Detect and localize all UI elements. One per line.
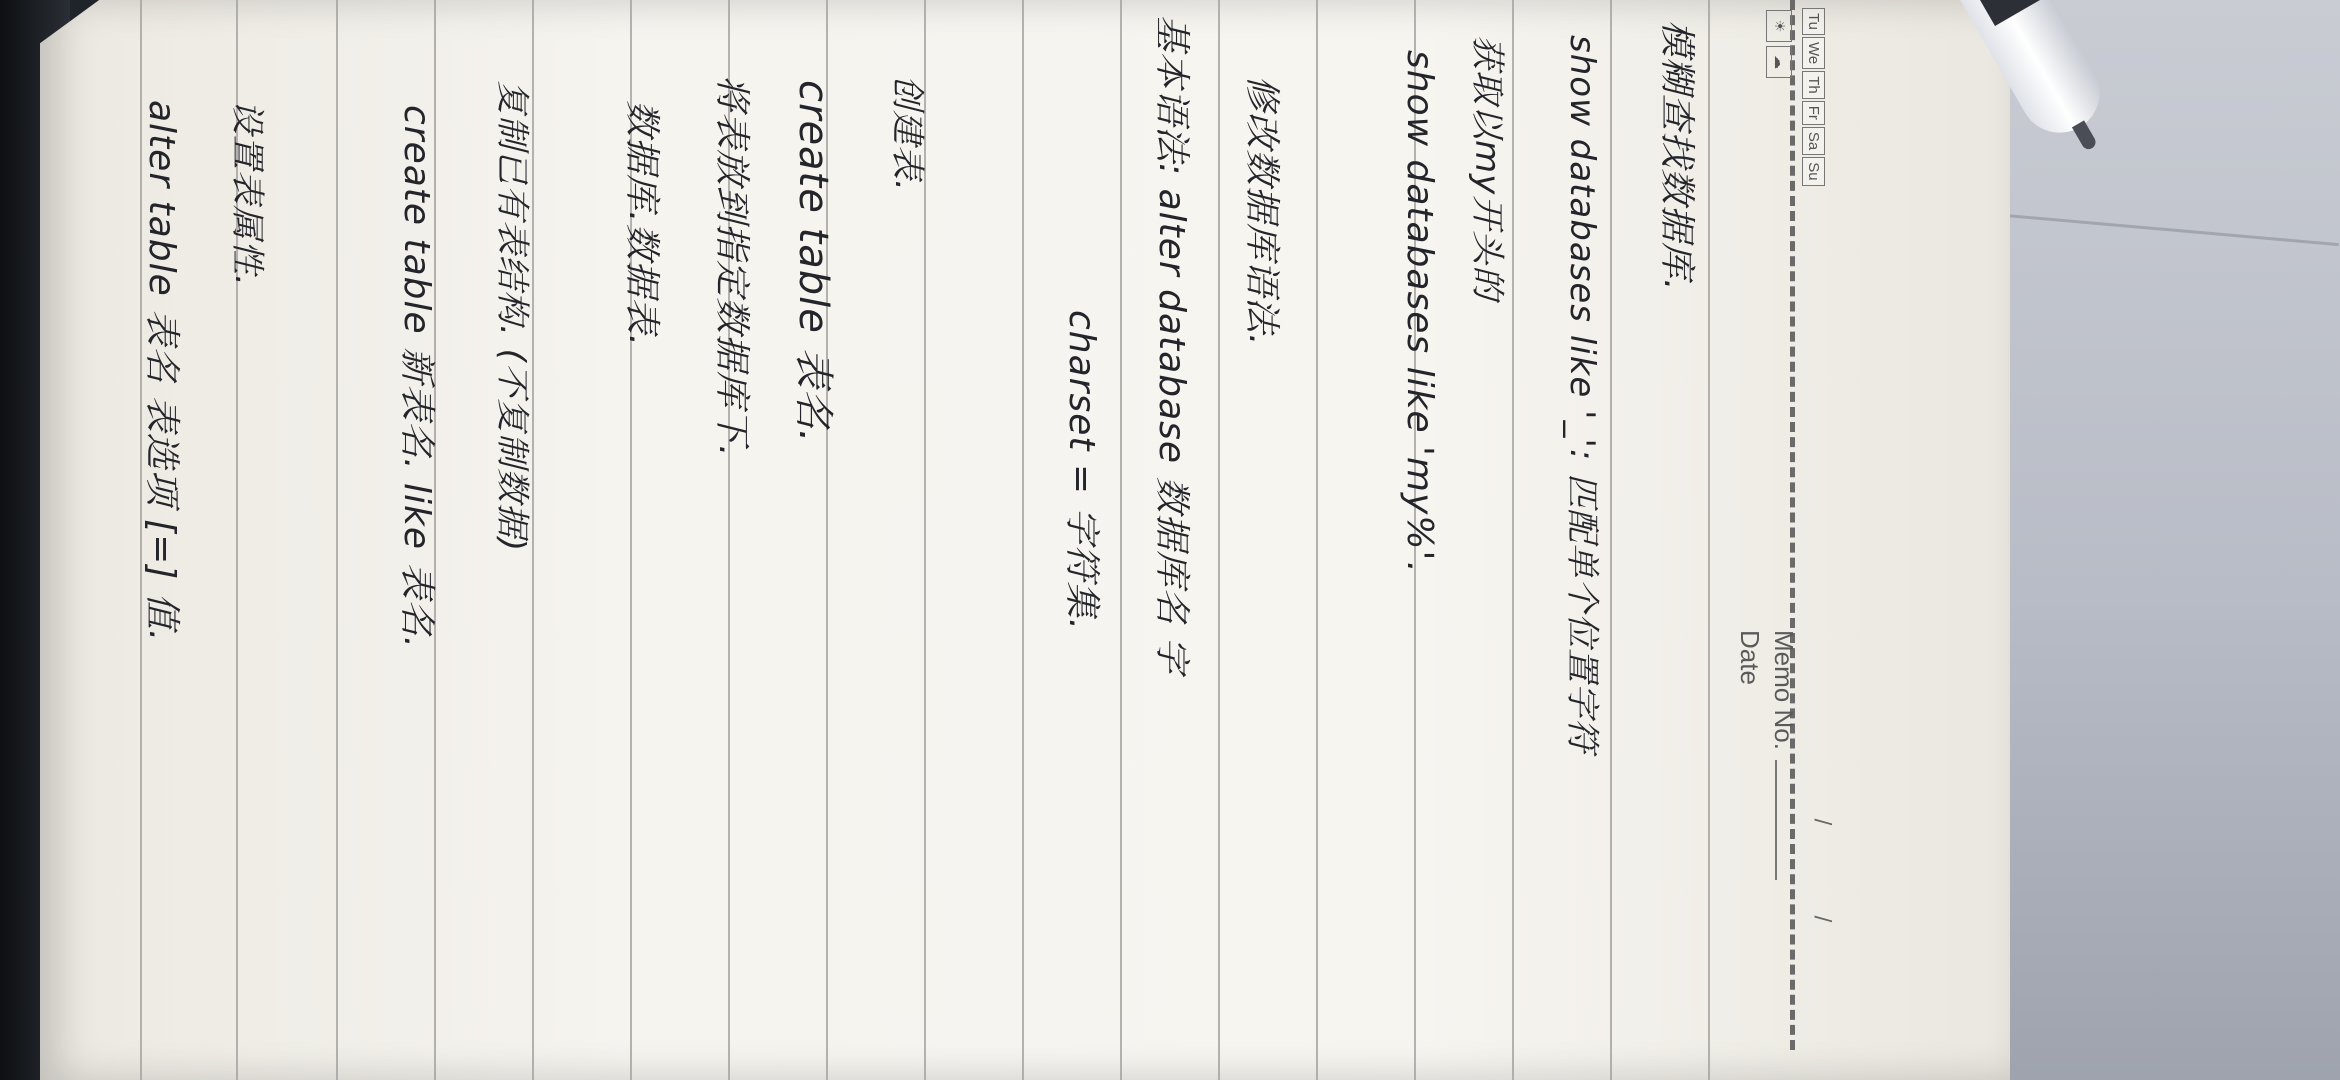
ruled-line	[336, 0, 338, 1080]
note-line: 将表放到指定数据库下.	[711, 75, 752, 458]
memo-no-label: Memo No.	[1769, 630, 1799, 750]
date-slash: /	[1808, 915, 1836, 923]
weekday-box: We	[1802, 37, 1825, 69]
weekday-box: Su	[1802, 157, 1825, 185]
ruled-line	[1218, 0, 1220, 1080]
ruled-line	[1316, 0, 1318, 1080]
memo-no-row	[1766, 630, 1800, 880]
note-line: 修改数据库语法.	[1241, 75, 1282, 347]
desk-surface	[1960, 0, 2340, 1080]
weekday-box: Fr	[1802, 101, 1825, 125]
note-line: 创建表.	[887, 75, 927, 192]
weather-icons	[1766, 10, 1792, 78]
note-line: create table 新表名. like 表名.	[396, 105, 437, 649]
note-line: create table 表名.	[790, 80, 836, 444]
note-line: show databases like 'my%'.	[1399, 50, 1440, 574]
memo-header	[1732, 630, 1800, 880]
note-line: 模糊查找数据库.	[1656, 20, 1697, 292]
sun-cloud-icon: ☀	[1766, 10, 1792, 42]
note-line: 基本语法: alter database 数据库名 字	[1151, 15, 1192, 674]
ruled-line	[1610, 0, 1612, 1080]
weekday-box: Th	[1802, 71, 1825, 99]
notebook-page	[40, 0, 2010, 1080]
header-dashed-line	[1790, 0, 1795, 1050]
note-line: 获取以my开头的	[1467, 35, 1507, 301]
memo-no-line	[1775, 760, 1777, 880]
date-label: Date	[1735, 630, 1766, 685]
ruled-line	[1120, 0, 1122, 1080]
weekday-box: Sa	[1802, 127, 1825, 155]
note-line: 复制已有表结构. (不复制数据)	[492, 80, 532, 553]
note-line: 数据库.数据表.	[621, 100, 662, 347]
date-slash: /	[1808, 818, 1836, 826]
date-row	[1732, 630, 1766, 880]
ruled-line	[1022, 0, 1024, 1080]
ruled-line	[1708, 0, 1710, 1080]
note-line: show databases like '_': 匹配单个位置字符	[1562, 35, 1602, 754]
note-line: 设置表属性.	[227, 100, 267, 287]
weekday-boxes	[1802, 8, 1825, 186]
cloud-icon: ☁	[1766, 46, 1792, 78]
note-line: alter table 表名 表选项 [=] 值.	[141, 100, 182, 643]
note-line: charset = 字符集.	[1061, 310, 1102, 631]
weekday-box: Tu	[1802, 8, 1825, 35]
